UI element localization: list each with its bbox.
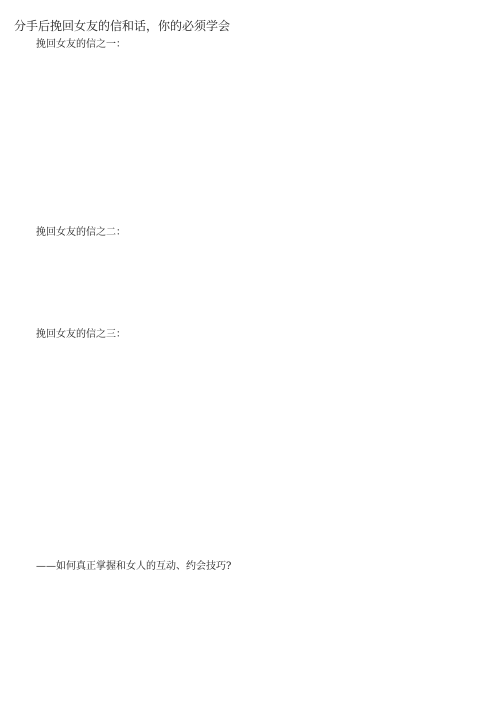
section-3-list-continued bbox=[14, 516, 482, 558]
section-2-body bbox=[14, 242, 482, 326]
closing-body bbox=[14, 576, 482, 604]
section-1-body bbox=[14, 54, 482, 138]
section-heading-2: 挽回女友的信之二： bbox=[36, 227, 126, 238]
section-heading-3: 挽回女友的信之三： bbox=[36, 329, 126, 340]
closing-heading: ——如何真正掌握和女人的互动、约会技巧? bbox=[36, 561, 232, 572]
section-3-list bbox=[14, 430, 482, 514]
section-1-body-continued bbox=[14, 140, 482, 224]
section-heading-1: 挽回女友的信之一： bbox=[36, 39, 126, 50]
section-3-body bbox=[14, 344, 482, 428]
document-title: 分手后挽回女友的信和话，你的必须学会 bbox=[14, 19, 231, 33]
